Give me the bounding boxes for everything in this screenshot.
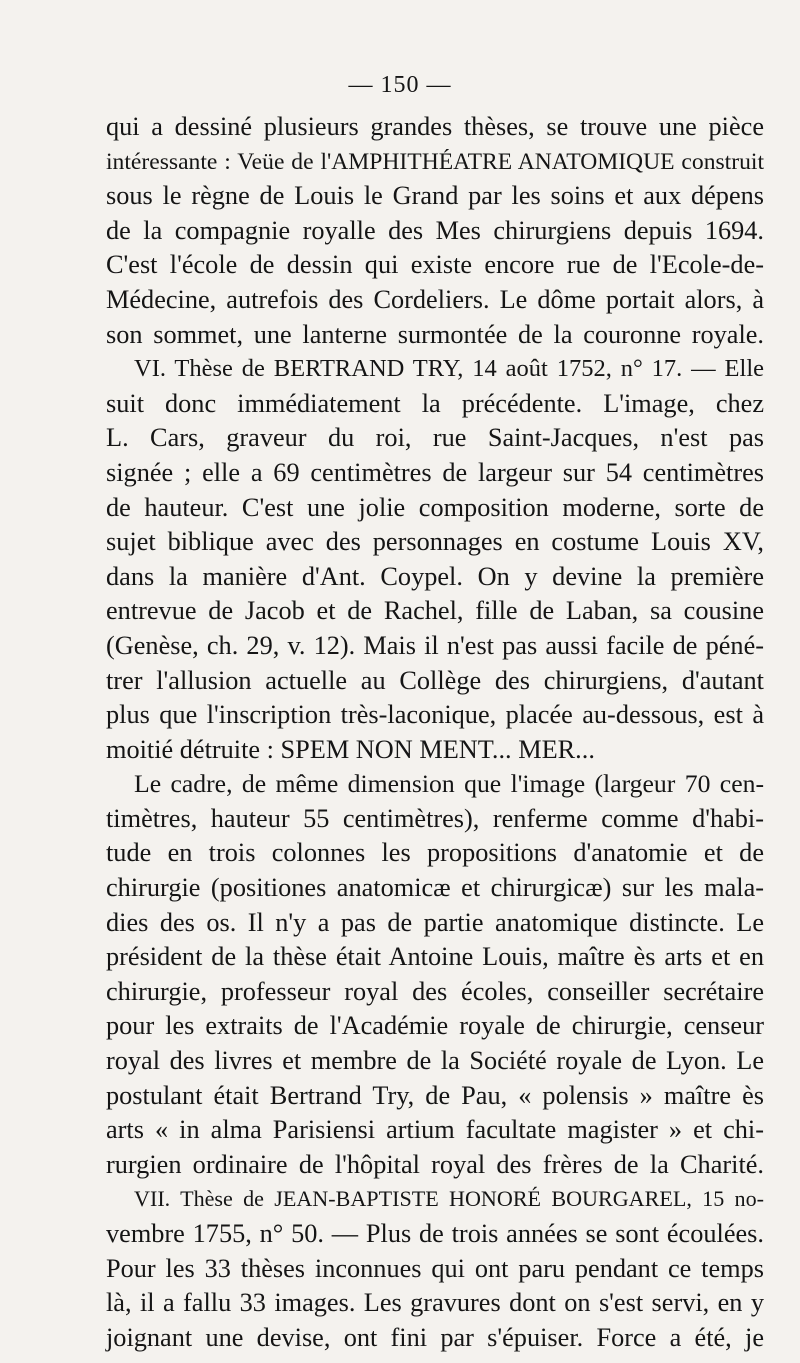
text-line: dies des os. Il n'y a pas de partie anatomique distincte. Le bbox=[106, 907, 764, 937]
text-line: tude en trois colonnes les propositions d'anatomie et de bbox=[106, 838, 764, 868]
text-line: postulant était Bertrand Try, de Pau, « polensis » maître ès bbox=[106, 1080, 764, 1110]
page-number: — 150 — bbox=[348, 72, 452, 98]
text-line: de hauteur. C'est une jolie composition moderne, sorte de bbox=[106, 492, 764, 522]
text-line: suit donc immédiatement la précédente. L'image, chez bbox=[106, 388, 764, 418]
text-line: arts « in alma Parisiensi artium facultate magister » et chi- bbox=[106, 1115, 764, 1145]
text-line: plus que l'inscription très-laconique, placée au-dessous, est à bbox=[106, 700, 764, 730]
text-line: chirurgie (positiones anatomicæ et chirurgicæ) sur les mala- bbox=[106, 873, 764, 903]
text-line: rurgien ordinaire de l'hôpital royal des frères de la Charité. bbox=[106, 1149, 764, 1179]
text-line: VI. Thèse de BERTRAND TRY, 14 août 1752, n° 17. — Elle bbox=[134, 355, 764, 383]
body-text bbox=[106, 110, 764, 1355]
text-line: chirurgie, professeur royal des écoles, conseiller secrétaire bbox=[106, 976, 764, 1006]
text-line: sujet biblique avec des personnages en costume Louis XV, bbox=[106, 527, 764, 557]
text-line: (Genèse, ch. 29, v. 12). Mais il n'est pas aussi facile de péné- bbox=[106, 630, 764, 660]
text-line: dans la manière d'Ant. Coypel. On y devine la première bbox=[106, 561, 764, 591]
text-line: signée ; elle a 69 centimètres de largeur sur 54 centimètres bbox=[106, 457, 764, 487]
text-line: Pour les 33 thèses inconnues qui ont paru pendant ce temps bbox=[106, 1253, 764, 1283]
text-line: royal des livres et membre de la Société royale de Lyon. Le bbox=[106, 1046, 764, 1076]
text-line: VII. Thèse de JEAN-BAPTISTE HONORÉ BOURGAREL, 15 no- bbox=[134, 1186, 764, 1212]
text-line: C'est l'école de dessin qui existe encore rue de l'Ecole-de- bbox=[106, 250, 764, 280]
text-line: de la compagnie royalle des Mes chirurgiens depuis 1694. bbox=[106, 215, 764, 245]
text-line: joignant une devise, ont fini par s'épuiser. Force a été, je bbox=[106, 1322, 764, 1352]
text-line: intéressante : Veüe de l'AMPHITHÉATRE ANATOMIQUE construit bbox=[106, 148, 764, 175]
text-line: sous le règne de Louis le Grand par les soins et aux dépens bbox=[106, 181, 764, 211]
text-line: qui a dessiné plusieurs grandes thèses, se trouve une pièce bbox=[106, 112, 764, 141]
text-line: président de la thèse était Antoine Louis, maître ès arts et en bbox=[106, 942, 764, 972]
text-line: L. Cars, graveur du roi, rue Saint-Jacques, n'est pas bbox=[106, 423, 764, 453]
text-line: moitié détruite : SPEM NON MENT... MER... bbox=[106, 734, 595, 764]
text-line: son sommet, une lanterne surmontée de la couronne royale. bbox=[106, 319, 764, 349]
text-line: là, il a fallu 33 images. Les gravures dont on s'est servi, en y bbox=[106, 1288, 764, 1318]
text-line: vembre 1755, n° 50. — Plus de trois années se sont écoulées. bbox=[106, 1219, 764, 1248]
text-line: Médecine, autrefois des Cordeliers. Le dôme portait alors, à bbox=[106, 284, 764, 314]
text-line: trer l'allusion actuelle au Collège des chirurgiens, d'autant bbox=[106, 665, 764, 695]
text-line: timètres, hauteur 55 centimètres), renferme comme d'habi- bbox=[106, 803, 764, 833]
text-line: entrevue de Jacob et de Rachel, fille de Laban, sa cousine bbox=[106, 596, 764, 626]
text-line: pour les extraits de l'Académie royale de chirurgie, censeur bbox=[106, 1011, 764, 1041]
text-line: Le cadre, de même dimension que l'image (largeur 70 cen- bbox=[134, 769, 764, 799]
